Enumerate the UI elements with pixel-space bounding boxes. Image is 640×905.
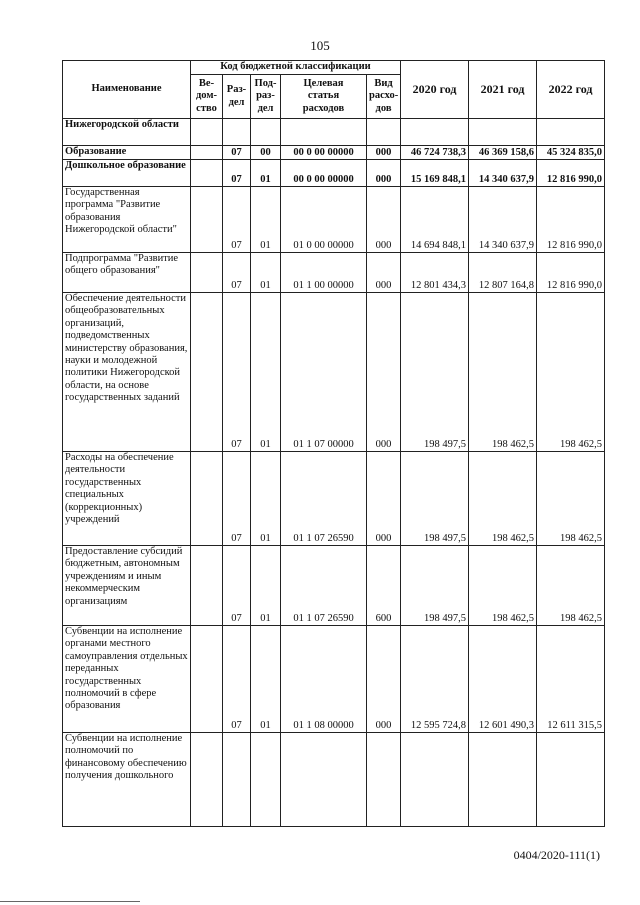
col-header-2020: 2020 год (401, 61, 469, 119)
table-row: Расходы на обеспечение деятельности государственных специальных (коррекционных) учреждений 07 01 01 1 07 26590 000 198 497,5 198 462,5 198 462,5 (63, 452, 605, 546)
table-row: Обеспечение деятельности общеобразовательных организаций, подведомственных министерству образования, науки и молодежной политики Нижегородской области, на основе государственных заданий 07 01 01 1 07 00000 000 198 497,5 198 462,5 198 462,5 (63, 293, 605, 452)
col-header-2021: 2021 год (469, 61, 537, 119)
table-row: Субвенции на исполнение органами местного самоуправления отдельных переданных государственных полномочий в сфере образования 07 01 01 1 08 00000 000 12 595 724,8 12 601 490,3 12 611 315,5 (63, 626, 605, 733)
row-name: Расходы на обеспечение деятельности государственных специальных (коррекционных) учреждений (63, 452, 191, 546)
row-name: Государственная программа "Развитие образования Нижегородской области" (63, 187, 191, 253)
row-name: Субвенции на исполнение полномочий по финансовому обеспечению получения дошкольного (63, 733, 191, 827)
row-name: Обеспечение деятельности общеобразовательных организаций, подведомственных министерству образования, науки и молодежной политики Нижегородской области, на основе государственных заданий (63, 293, 191, 452)
row-name: Предоставление субсидий бюджетным, автономным учреждениям и иным некоммерческим организациям (63, 546, 191, 626)
table-row: Подпрограмма "Развитие общего образования" 07 01 01 1 00 00000 000 12 801 434,3 12 807 164,8 12 816 990,0 (63, 253, 605, 293)
table-row: Образование 07 00 00 0 00 00000 000 46 724 738,3 46 369 158,6 45 324 835,0 (63, 146, 605, 160)
col-header-name: Наименование (63, 61, 191, 119)
row-name: Нижегородской области (63, 119, 191, 146)
table-row: Дошкольное образование 07 01 00 0 00 00000 000 15 169 848,1 14 340 637,9 12 816 990,0 (63, 160, 605, 187)
table-row (63, 119, 605, 146)
row-name: Субвенции на исполнение органами местного самоуправления отдельных переданных государственных полномочий в сфере образования (63, 626, 191, 733)
col-header-razdel: Раз- дел (223, 75, 251, 119)
col-header-2022: 2022 год (537, 61, 605, 119)
col-header-podrazdel: Под- раз- дел (251, 75, 281, 119)
scan-artifact (0, 901, 140, 902)
budget-table (62, 60, 605, 827)
row-name: Дошкольное образование (63, 160, 191, 187)
table-row: Государственная программа "Развитие образования Нижегородской области" 07 01 01 0 00 00000 000 14 694 848,1 14 340 637,9 12 816 990,0 (63, 187, 605, 253)
row-name: Образование (63, 146, 191, 160)
table-row: Предоставление субсидий бюджетным, автономным учреждениям и иным некоммерческим организациям 07 01 01 1 07 26590 600 198 497,5 198 462,5 198 462,5 (63, 546, 605, 626)
col-header-vedomstvo: Ве- дом- ство (191, 75, 223, 119)
col-header-budget-code: Код бюджетной классификации (191, 61, 401, 75)
page-number: 105 (310, 38, 330, 53)
col-header-target-article: Целевая статья расходов (281, 75, 367, 119)
table-row (63, 733, 605, 827)
col-header-expense-type: Вид расхо- дов (367, 75, 401, 119)
document-code: 0404/2020-111(1) (513, 848, 600, 862)
row-name: Подпрограмма "Развитие общего образования" (63, 253, 191, 293)
